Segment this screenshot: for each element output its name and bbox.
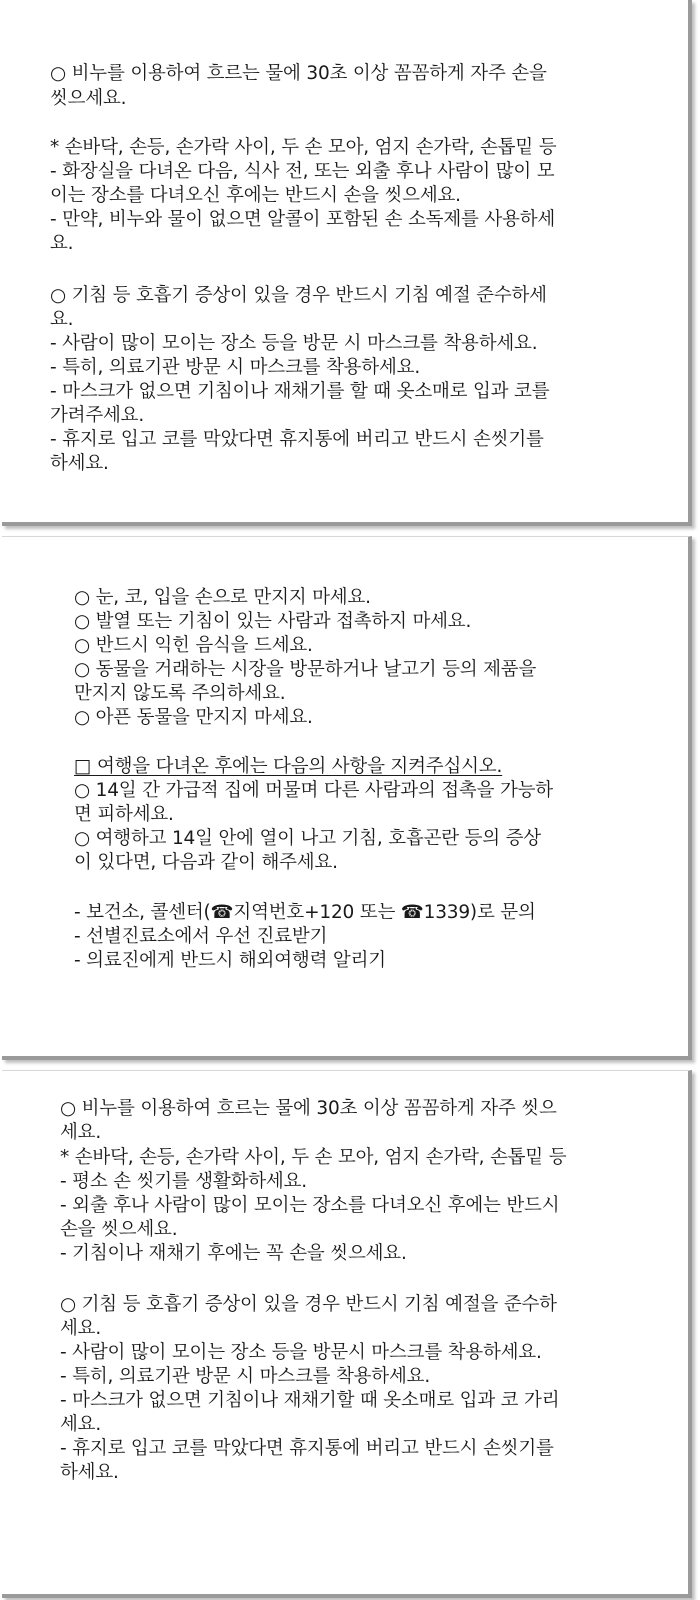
text-line: ○ 아픈 동물을 만지지 마세요. — [74, 707, 313, 728]
text-line: ○ 14일 간 가급적 집에 머물며 다른 사람과의 접촉을 가능하 — [74, 780, 553, 801]
text-line: 세요. — [60, 1122, 102, 1143]
text-line: * 손바닥, 손등, 손가락 사이, 두 손 모아, 엄지 손가락, 손톱밑 등 — [60, 1147, 567, 1168]
text-line: 면 피하세요. — [74, 804, 174, 825]
text-line: - 휴지로 입고 코를 막았다면 휴지통에 버리고 반드시 손씻기를 — [50, 429, 544, 450]
text-line: ○ 기침 등 호흡기 증상이 있을 경우 반드시 기침 예절 준수하세 — [50, 285, 547, 306]
text-line: 세요. — [60, 1414, 102, 1435]
text-line: 이 있다면, 다음과 같이 해주세요. — [74, 852, 338, 873]
text-line: - 화장실을 다녀온 다음, 식사 전, 또는 외출 후나 사람이 많이 모 — [50, 161, 555, 182]
text-line: 요. — [50, 233, 74, 254]
text-line: - 만약, 비누와 물이 없으면 알콜이 포함된 손 소독제를 사용하세 — [50, 209, 556, 230]
text-line: 가려주세요. — [50, 405, 145, 426]
text-line: - 평소 손 씻기를 생활화하세요. — [60, 1171, 307, 1192]
text-line: - 기침이나 재채기 후에는 꼭 손을 씻으세요. — [60, 1243, 407, 1264]
text-line: 만지지 않도록 주의하세요. — [74, 683, 286, 704]
text-line: ○ 비누를 이용하여 흐르는 물에 30초 이상 꼼꼼하게 자주 손을 — [50, 63, 547, 84]
text-line: 손을 씻으세요. — [60, 1219, 178, 1240]
hygiene-guide-panel-1 — [2, 0, 692, 526]
text-line: - 외출 후나 사람이 많이 모이는 장소를 다녀오신 후에는 반드시 — [60, 1195, 560, 1216]
text-line: 요. — [50, 309, 74, 330]
text-line: ○ 비누를 이용하여 흐르는 물에 30초 이상 꼼꼼하게 자주 씻으 — [60, 1098, 557, 1119]
text-line: - 휴지로 입고 코를 막았다면 휴지통에 버리고 반드시 손씻기를 — [60, 1438, 554, 1459]
text-line: ○ 동물을 거래하는 시장을 방문하거나 날고기 등의 제품을 — [74, 659, 537, 680]
text-line: 이는 장소를 다녀오신 후에는 반드시 손을 씻으세요. — [50, 185, 461, 206]
text-line: 씻으세요. — [50, 88, 127, 109]
hygiene-guide-panel-3 — [2, 1070, 692, 1598]
text-line: - 마스크가 없으면 기침이나 재채기를 할 때 옷소매로 입과 코를 — [50, 381, 550, 402]
text-line: 하세요. — [60, 1462, 119, 1483]
text-line: ○ 기침 등 호흡기 증상이 있을 경우 반드시 기침 예절을 준수하 — [60, 1294, 557, 1315]
text-line: - 특히, 의료기관 방문 시 마스크를 착용하세요. — [50, 357, 421, 378]
text-line: - 마스크가 없으면 기침이나 재채기할 때 옷소매로 입과 코 가리 — [60, 1390, 560, 1411]
text-line: - 선별진료소에서 우선 진료받기 — [74, 926, 328, 947]
text-line: - 사람이 많이 모이는 장소 등을 방문 시 마스크를 착용하세요. — [50, 333, 538, 354]
text-line: * 손바닥, 손등, 손가락 사이, 두 손 모아, 엄지 손가락, 손톱밑 등 — [50, 137, 557, 158]
text-line: 세요. — [60, 1318, 102, 1339]
text-line: ○ 발열 또는 기침이 있는 사람과 접촉하지 마세요. — [74, 611, 472, 632]
text-line: - 사람이 많이 모이는 장소 등을 방문시 마스크를 착용하세요. — [60, 1342, 542, 1363]
text-line: - 보건소, 콜센터(☎지역번호+120 또는 ☎1339)로 문의 — [74, 902, 536, 923]
text-line: 하세요. — [50, 453, 109, 474]
text-line: - 특히, 의료기관 방문 시 마스크를 착용하세요. — [60, 1366, 431, 1387]
text-line: ○ 여행하고 14일 안에 열이 나고 기침, 호흡곤란 등의 증상 — [74, 828, 541, 849]
text-line: - 의료진에게 반드시 해외여행력 알리기 — [74, 950, 386, 971]
hygiene-guide-panel-2 — [2, 536, 692, 1060]
text-line: ○ 눈, 코, 입을 손으로 만지지 마세요. — [74, 587, 371, 608]
section-heading: □ 여행을 다녀온 후에는 다음의 사항을 지켜주십시오. — [74, 756, 503, 777]
text-line: ○ 반드시 익힌 음식을 드세요. — [74, 635, 313, 656]
